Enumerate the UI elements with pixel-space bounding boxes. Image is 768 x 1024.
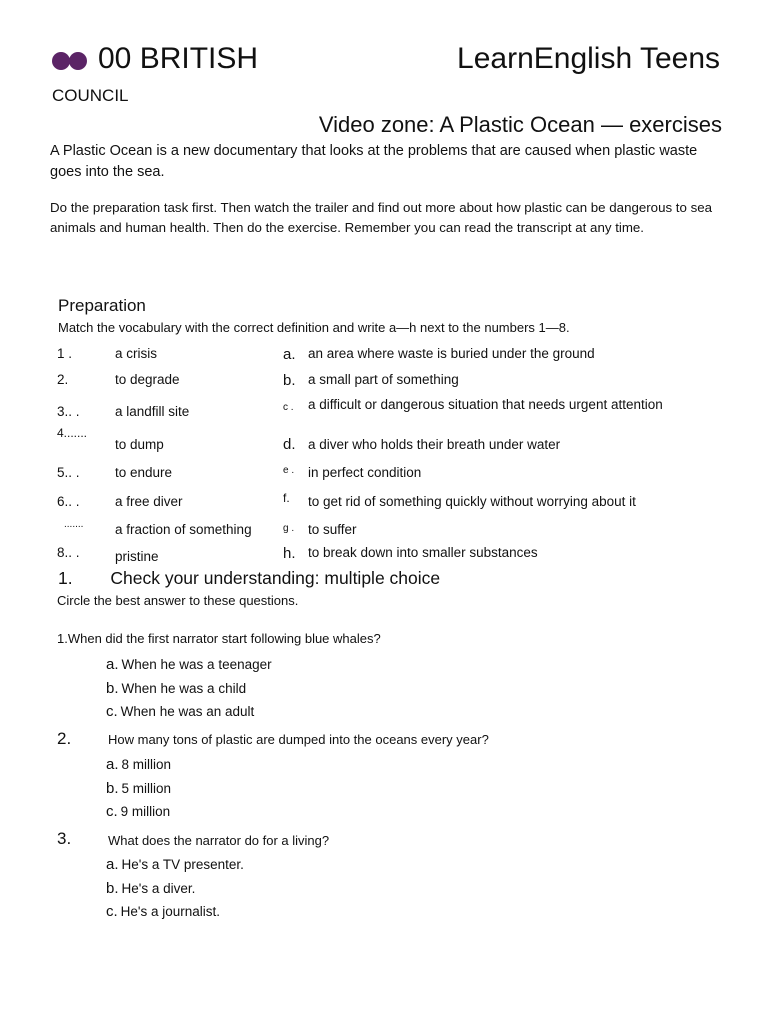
answer-option[interactable] <box>106 803 170 820</box>
definition-text: in perfect condition <box>308 465 422 480</box>
definition-text: a diver who holds their breath under water <box>308 437 561 452</box>
definition-letter: c . <box>283 402 294 413</box>
brand-subtitle: COUNCIL <box>52 86 129 105</box>
option-letter: c. <box>106 703 118 720</box>
vocab-word: a crisis <box>115 346 158 361</box>
option-text: 5 million <box>121 781 172 796</box>
definition-letter: d. <box>283 436 296 453</box>
item-number: 3.. . <box>57 404 80 419</box>
section-title: Check your understanding: multiple choice <box>110 568 441 588</box>
item-number: 1 . <box>57 346 73 361</box>
question-1 <box>57 631 381 646</box>
question-number: 2. <box>57 729 72 748</box>
option-text: He's a journalist. <box>120 904 221 919</box>
answer-option[interactable] <box>106 856 244 873</box>
answer-option[interactable] <box>106 880 195 897</box>
definition-text: a small part of something <box>308 372 459 387</box>
item-number: 8.. . <box>57 545 80 560</box>
definition-text: to break down into smaller substances <box>308 545 538 560</box>
definition-letter: h. <box>283 545 296 562</box>
definition-text: an area where waste is buried under the ground <box>308 346 595 361</box>
option-letter: b. <box>106 680 119 697</box>
vocab-word: a fraction of something <box>115 522 252 537</box>
vocab-word: a landfill site <box>115 404 190 419</box>
definition-letter: a. <box>283 346 296 363</box>
question-number: 1. <box>57 631 68 646</box>
question-text: What does the narrator do for a living? <box>108 833 330 848</box>
intro-paragraph: A Plastic Ocean is a new documentary that looks at the problems that are caused when plastic waste goes into the sea. <box>50 143 698 180</box>
site-name: LearnEnglish Teens <box>457 42 720 75</box>
definition-letter: f. <box>283 491 290 505</box>
option-letter: b. <box>106 780 119 797</box>
option-letter: c. <box>106 803 118 820</box>
brand-word: BRITISH <box>139 42 259 75</box>
answer-option[interactable] <box>106 656 272 673</box>
definition-text: a difficult or dangerous situation that needs urgent attention <box>308 397 663 412</box>
item-number: 6.. . <box>57 494 80 509</box>
brand-number: 00 <box>98 42 132 75</box>
page-title: Video zone: A Plastic Ocean — exercises <box>318 112 722 137</box>
option-text: He's a diver. <box>121 881 196 896</box>
answer-option[interactable] <box>106 903 220 920</box>
vocab-word: pristine <box>115 549 159 564</box>
option-letter: c. <box>106 903 118 920</box>
vocab-word: to degrade <box>115 372 180 387</box>
item-number: 2. <box>57 372 69 387</box>
option-letter: a. <box>106 756 119 773</box>
vocab-word: to dump <box>115 437 164 452</box>
vocab-word: a free diver <box>115 494 183 509</box>
vocab-word: to endure <box>115 465 173 480</box>
option-text: 8 million <box>121 757 172 772</box>
option-text: 9 million <box>120 804 171 819</box>
definition-letter: e . <box>283 465 295 476</box>
item-number: ....... <box>64 519 84 530</box>
option-text: When he was a teenager <box>121 657 272 672</box>
item-number: 4....... <box>57 426 88 440</box>
question-text: How many tons of plastic are dumped into the oceans every year? <box>108 732 489 747</box>
definition-text: to suffer <box>308 522 357 537</box>
option-text: He's a TV presenter. <box>121 857 244 872</box>
preparation-instruction: Match the vocabulary with the correct definition and write a—h next to the numbers 1—8. <box>58 320 570 335</box>
definition-letter: b. <box>283 372 296 389</box>
item-number: 5.. . <box>57 465 80 480</box>
british-council-logo-icon <box>52 52 88 72</box>
answer-option[interactable] <box>106 756 171 773</box>
answer-option[interactable] <box>106 680 246 697</box>
section-instruction: Circle the best answer to these questions. <box>57 593 299 608</box>
option-letter: a. <box>106 856 119 873</box>
brand-name <box>98 42 258 76</box>
option-text: When he was a child <box>121 681 247 696</box>
answer-option[interactable] <box>106 780 171 797</box>
option-text: When he was an adult <box>120 704 255 719</box>
section-heading <box>58 568 440 589</box>
section-number: 1. <box>58 568 73 588</box>
question-text: When did the first narrator start following blue whales? <box>67 631 381 646</box>
definition-text: to get rid of something quickly without worrying about it <box>308 494 636 509</box>
instructions-paragraph: Do the preparation task first. Then watch the trailer and find out more about how plastic can be dangerous to sea animals and human health. Then do the exercise. Remember you can read the transcript at any time. <box>50 200 713 235</box>
preparation-heading: Preparation <box>58 296 146 315</box>
definition-letter: g . <box>283 523 295 534</box>
option-letter: a. <box>106 656 119 673</box>
question-number: 3. <box>57 829 72 848</box>
option-letter: b. <box>106 880 119 897</box>
answer-option[interactable] <box>106 703 254 720</box>
